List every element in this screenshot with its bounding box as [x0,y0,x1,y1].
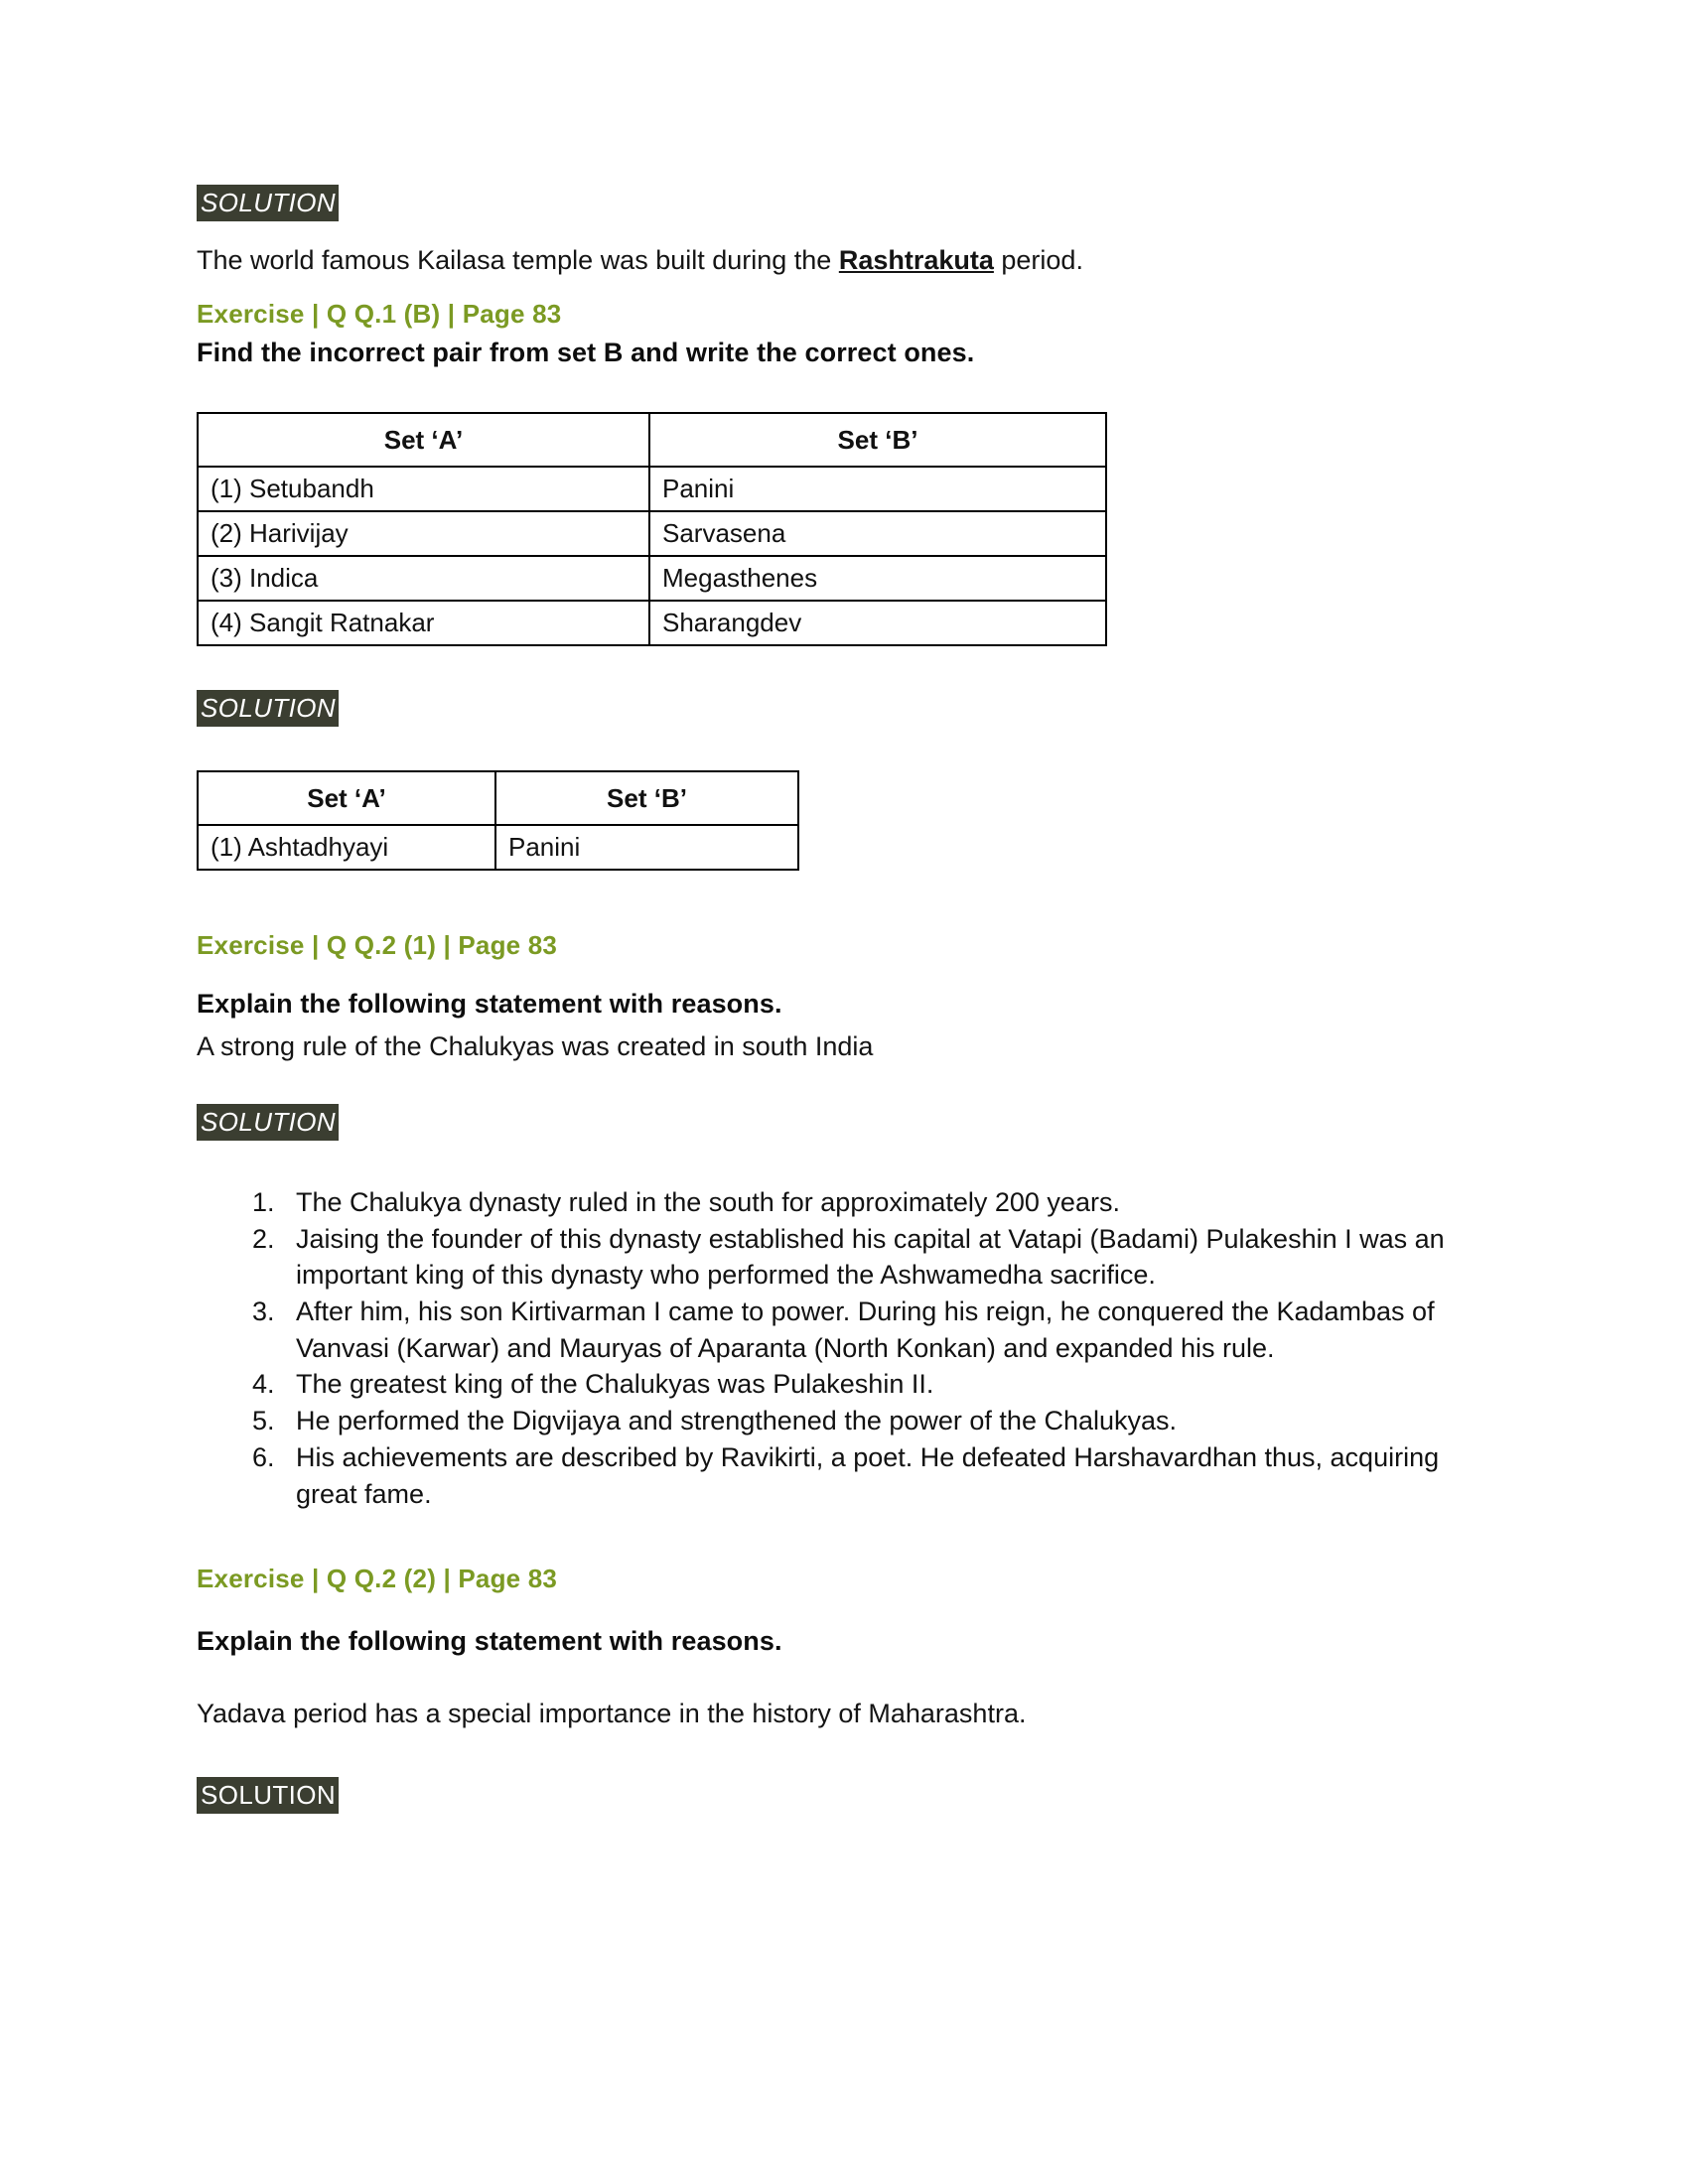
solution-label: SOLUTION [197,1104,339,1141]
cell-set-b: Sarvasena [649,511,1106,556]
cell-set-b: Sharangdev [649,601,1106,645]
statement-q2-2: Yadava period has a special importance in the history of Maharashtra. [197,1699,1027,1729]
exercise-heading-q2-1[interactable]: Exercise | Q Q.2 (1) | Page 83 [197,930,558,961]
solution-label: SOLUTION [197,690,339,727]
spacer [197,279,1507,299]
spacer [197,368,1507,412]
cell-set-b: Megasthenes [649,556,1106,601]
column-header-set-b: Set ‘B’ [649,413,1106,467]
list-item: 4. The greatest king of the Chalukyas was Pulakeshin II. [282,1366,1507,1403]
spacer [197,871,1507,930]
solution-chip-2 [197,690,1507,727]
table-row [198,556,1106,601]
cell-set-b: Panini [649,467,1106,511]
list-item: 2. Jaising the founder of this dynasty established his capital at Vatapi (Badami) Pulakeshin I was an important king of this dynasty who performed the Ashwamedha sacrifice. [282,1221,1507,1294]
spacer [197,961,1507,989]
answer-prefix: The world famous Kailasa temple was built during the [197,245,839,276]
spacer [197,330,1507,338]
spacer [197,1657,1507,1695]
column-header-set-a: Set ‘A’ [198,413,649,467]
spacer [197,1141,1507,1184]
spacer [197,1733,1507,1777]
answer-paragraph [197,241,1507,279]
table-row [198,601,1106,645]
table-row [198,467,1106,511]
document-content [197,185,1507,1814]
reasons-list [197,1184,1507,1512]
solution-chip-3 [197,1104,1507,1141]
spacer [197,646,1507,690]
cell-set-a: (2) Harivijay [198,511,649,556]
question-prompt-q2-2: Explain the following statement with reasons. [197,1626,782,1657]
table-row [198,825,798,870]
spacer [197,1594,1507,1626]
solution-chip-4 [197,1777,1507,1814]
table-header-row [198,771,798,825]
answer-highlight: Rashtrakuta [838,245,994,276]
cell-set-b: Panini [495,825,798,870]
spacer [197,1020,1507,1027]
exercise-heading-q1b[interactable]: Exercise | Q Q.1 (B) | Page 83 [197,299,562,330]
list-item: 3. After him, his son Kirtivarman I came to power. During his reign, he conquered the Kadambas of Vanvasi (Karwar) and Mauryas of Aparanta (North Konkan) and expanded his rule. [282,1294,1507,1366]
spacer [197,727,1507,770]
spacer [197,1512,1507,1564]
statement-q2-1: A strong rule of the Chalukyas was created in south India [197,1031,874,1062]
cell-set-a: (3) Indica [198,556,649,601]
cell-set-a: (1) Ashtadhyayi [198,825,495,870]
solution-label: SOLUTION [197,1777,339,1814]
cell-set-a: (4) Sangit Ratnakar [198,601,649,645]
answer-suffix: period. [993,245,1083,276]
solution-chip-1 [197,185,1507,221]
question-prompt-q2-1: Explain the following statement with reasons. [197,989,782,1020]
list-item: 6. His achievements are described by Ravikirti, a poet. He defeated Harshavardhan thus, acquiring great fame. [282,1439,1507,1512]
table-row [198,511,1106,556]
column-header-set-a: Set ‘A’ [198,771,495,825]
solution-label: SOLUTION [197,185,339,221]
list-item: 5. He performed the Digvijaya and strengthened the power of the Chalukyas. [282,1403,1507,1439]
cell-set-a: (1) Setubandh [198,467,649,511]
spacer [197,1066,1507,1104]
question-prompt-q1b: Find the incorrect pair from set B and write the correct ones. [197,338,975,368]
column-header-set-b: Set ‘B’ [495,771,798,825]
list-item: 1. The Chalukya dynasty ruled in the south for approximately 200 years. [282,1184,1507,1221]
exercise-heading-q2-2[interactable]: Exercise | Q Q.2 (2) | Page 83 [197,1564,558,1594]
pairs-table-question [197,412,1107,646]
spacer [197,221,1507,241]
table-header-row [198,413,1106,467]
pairs-table-solution [197,770,799,871]
